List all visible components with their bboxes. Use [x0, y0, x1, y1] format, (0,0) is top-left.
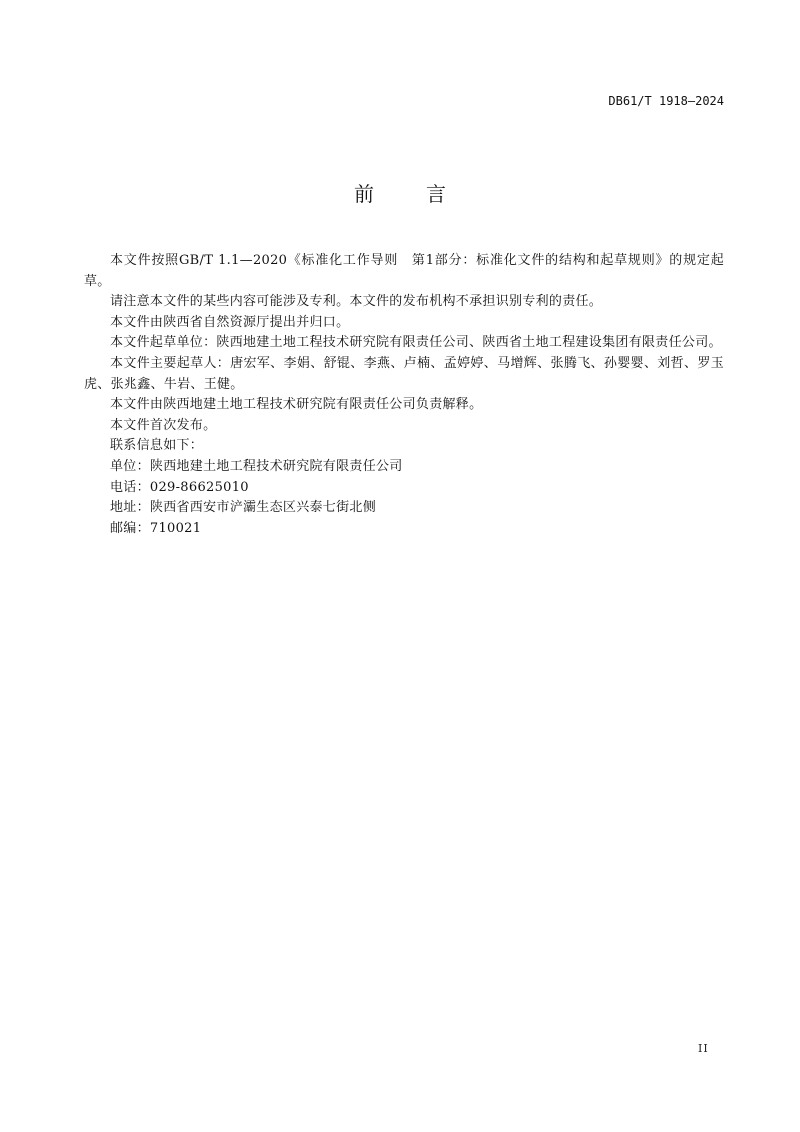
paragraph-patent-notice: 请注意本文件的某些内容可能涉及专利。本文件的发布机构不承担识别专利的责任。 [110, 294, 603, 310]
contact-unit: 单位：陕西地建土地工程技术研究院有限责任公司 [110, 458, 403, 474]
foreword-body [84, 251, 724, 539]
document-code: DB61/T 1918—2024 [608, 94, 724, 108]
paragraph-proposer: 本文件由陕西省自然资源厅提出并归口。 [110, 314, 350, 330]
paragraph-drafting-units: 本文件起草单位：陕西地建土地工程技术研究院有限责任公司、陕西省土地工程建设集团有限责任公司。 [110, 335, 722, 351]
paragraph-interpretation: 本文件由陕西地建土地工程技术研究院有限责任公司负责解释。 [110, 397, 483, 413]
contact-address: 地址：陕西省西安市浐灞生态区兴泰七街北侧 [110, 500, 377, 516]
paragraph-drafting-rules: 本文件按照GB/T 1.1—2020《标准化工作导则 第1部分：标准化文件的结构和起草规则》的规定起草。 [84, 253, 724, 289]
page-title [0, 178, 800, 207]
paragraph-contact-heading: 联系信息如下： [110, 438, 204, 454]
title-char-2: 言 [426, 182, 446, 206]
paragraph-first-release: 本文件首次发布。 [110, 417, 217, 433]
page-number: II [698, 1042, 709, 1055]
contact-postcode: 邮编：710021 [110, 520, 202, 536]
title-char-1: 前 [354, 182, 374, 206]
contact-phone: 电话：029-86625010 [110, 479, 249, 495]
paragraph-drafters: 本文件主要起草人：唐宏军、李娟、舒锟、李燕、卢楠、孟婷婷、马增辉、张腾飞、孙婴婴、刘哲、罗玉虎、张兆鑫、牛岩、王健。 [84, 355, 724, 392]
